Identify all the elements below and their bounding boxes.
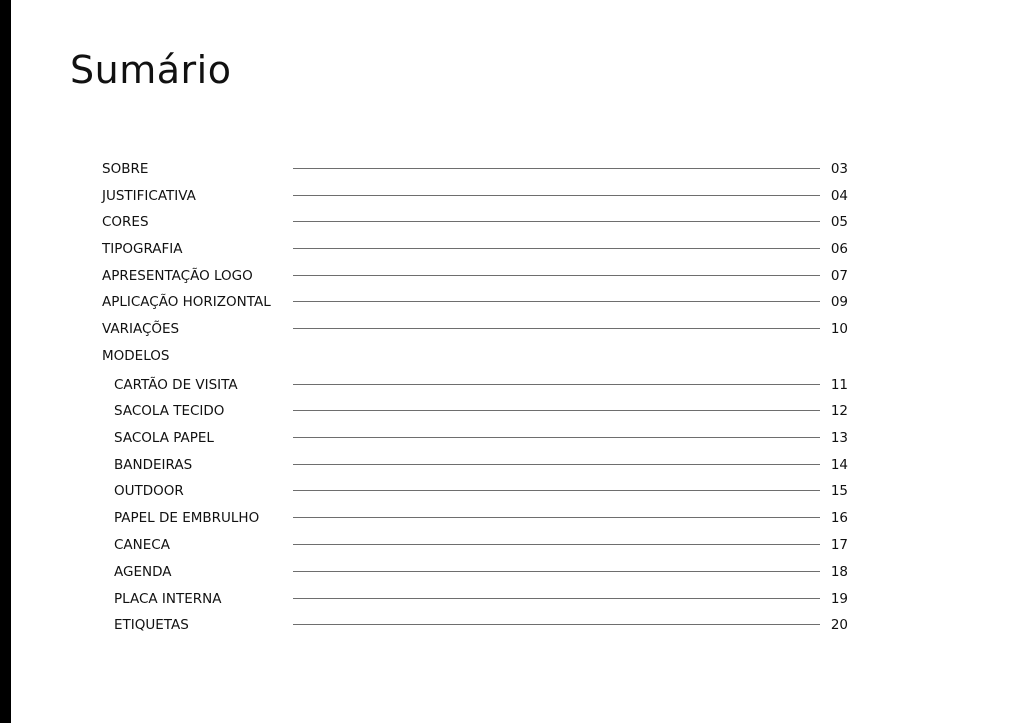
toc-leader-line — [293, 571, 820, 572]
toc-entry-label: SOBRE — [102, 161, 149, 177]
toc-entry-page-number: 11 — [830, 377, 848, 393]
toc-entry — [0, 375, 1024, 395]
toc-entry — [0, 508, 1024, 528]
toc-entry-label: VARIAÇÕES — [102, 321, 180, 337]
toc-entry-label: ETIQUETAS — [114, 617, 189, 633]
toc-entry-label: JUSTIFICATIVA — [102, 188, 196, 204]
toc-leader-line — [293, 168, 820, 169]
toc-entry-page-number: 06 — [830, 241, 848, 257]
toc-entry-page-number: 07 — [830, 268, 848, 284]
toc-entry-label: BANDEIRAS — [114, 457, 193, 473]
toc-entry-page-number: 18 — [830, 564, 848, 580]
toc-entry-label: PAPEL DE EMBRULHO — [114, 510, 260, 526]
toc-entry-page-number: 10 — [830, 321, 848, 337]
toc-entry — [0, 292, 1024, 312]
toc-leader-line — [293, 328, 820, 329]
toc-entry-page-number: 17 — [830, 537, 848, 553]
toc-leader-line — [293, 437, 820, 438]
toc-entry-label: OUTDOOR — [114, 483, 184, 499]
toc-entry-page-number: 13 — [830, 430, 848, 446]
toc-leader-line — [293, 301, 820, 302]
toc-entry-label: APLICAÇÃO HORIZONTAL — [102, 294, 271, 310]
toc-entry — [0, 589, 1024, 609]
toc-entry-label: SACOLA TECIDO — [114, 403, 225, 419]
toc-entry-label: TIPOGRAFIA — [102, 241, 183, 257]
toc-entry — [0, 266, 1024, 286]
toc-leader-line — [293, 598, 820, 599]
toc-entry — [0, 212, 1024, 232]
toc-leader-line — [293, 464, 820, 465]
toc-entry — [0, 615, 1024, 635]
toc-entry-page-number: 15 — [830, 483, 848, 499]
toc-leader-line — [293, 544, 820, 545]
toc-entry — [0, 562, 1024, 582]
toc-leader-line — [293, 275, 820, 276]
toc-entry-page-number: 09 — [830, 294, 848, 310]
toc-entry-page-number: 12 — [830, 403, 848, 419]
toc-entry-label: AGENDA — [114, 564, 172, 580]
toc-entry — [0, 455, 1024, 475]
toc-entry-label: MODELOS — [102, 348, 170, 364]
toc-entry — [0, 319, 1024, 339]
toc-leader-line — [293, 490, 820, 491]
page-title: Sumário — [70, 48, 232, 92]
toc-leader-line — [293, 517, 820, 518]
toc-entry-label: PLACA INTERNA — [114, 591, 222, 607]
toc-entry-page-number: 19 — [830, 591, 848, 607]
toc-entry — [0, 186, 1024, 206]
toc-entry — [0, 346, 1024, 366]
toc-entry — [0, 535, 1024, 555]
toc-entry — [0, 428, 1024, 448]
toc-leader-line — [293, 410, 820, 411]
toc-entry-label: CARTÃO DE VISITA — [114, 377, 238, 393]
toc-leader-line — [293, 195, 820, 196]
toc-entry-page-number: 05 — [830, 214, 848, 230]
toc-leader-line — [293, 221, 820, 222]
toc-entry — [0, 481, 1024, 501]
toc-entry-page-number: 14 — [830, 457, 848, 473]
toc-entry-page-number: 20 — [830, 617, 848, 633]
toc-entry-label: CANECA — [114, 537, 170, 553]
toc-entry-label: APRESENTAÇÃO LOGO — [102, 268, 253, 284]
toc-entry — [0, 401, 1024, 421]
toc-entry — [0, 159, 1024, 179]
toc-entry-page-number: 03 — [830, 161, 848, 177]
toc-entry — [0, 239, 1024, 259]
toc-entry-page-number: 04 — [830, 188, 848, 204]
toc-entry-label: CORES — [102, 214, 149, 230]
toc-entry-label: SACOLA PAPEL — [114, 430, 214, 446]
toc-leader-line — [293, 248, 820, 249]
toc-entry-page-number: 16 — [830, 510, 848, 526]
toc-leader-line — [293, 384, 820, 385]
toc-leader-line — [293, 624, 820, 625]
